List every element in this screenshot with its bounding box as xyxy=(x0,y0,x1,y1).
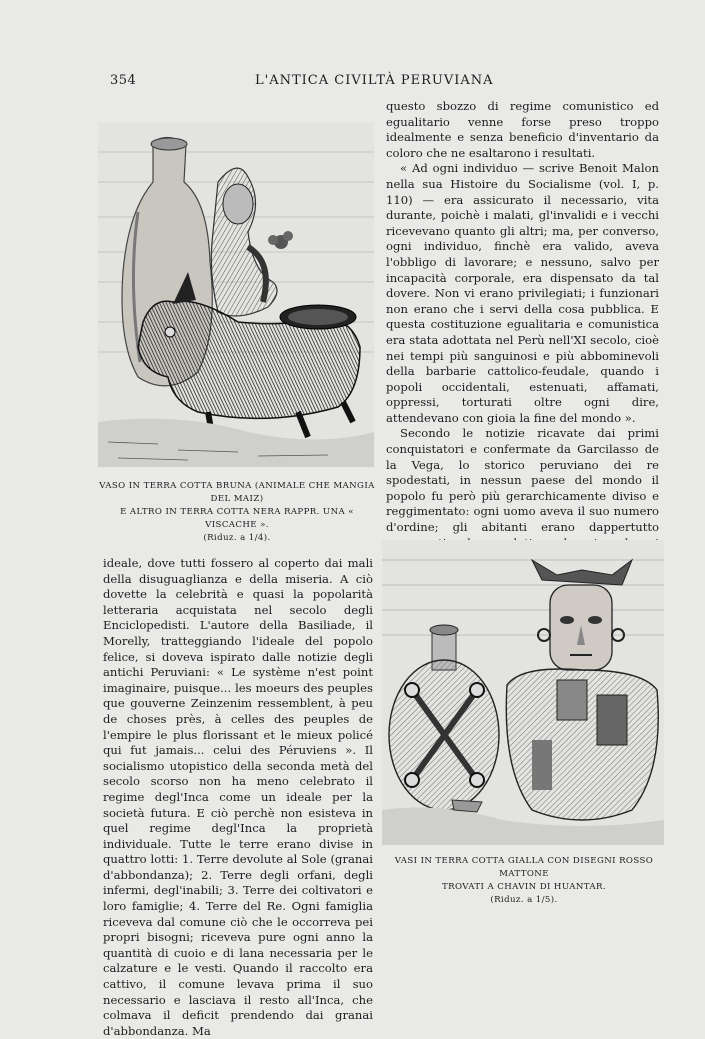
left-column-text xyxy=(103,556,373,1039)
figure-vessels-viscacha xyxy=(98,122,374,467)
figure-top-caption xyxy=(98,480,376,545)
paragraph: questo sbozzo di regime comunistico ed egualitario venne forse preso troppo idealmente e senza beneficio d'inventario da coloro che ne esaltarono i resultati. xyxy=(386,99,659,160)
caption-line: VASI IN TERRA COTTA GIALLA CON DISEGNI ROSSO MATTONE xyxy=(394,856,654,879)
figure-bottom-caption xyxy=(385,855,663,907)
caption-line: VASO IN TERRA COTTA BRUNA (ANIMALE CHE MANGIA DEL MAIZ) xyxy=(99,481,375,504)
paragraph: « Ad ogni individuo — scrive Benoit Malon nella sua Histoire du Socialisme (vol. I, p. 110) — era assicurato il necessario, vita durante, poichè i malati, gl'invalidi e i vecchi ricevevano quanto gli altri; ma, per converso, ogni individuo, finchè era valido, aveva l'obbligo di lavorare; e nessuno, salvo per incapacità corporale, era dispensato da tal dovere. Non vi erano privilegiati; i funzionari non erano che i servi della cosa pubblica. E questa costituzione egualitaria e comunistica era stata adottata nel Perù nell'XI secolo, cioè nei tempi più sanguinosi e più abbominevoli della barbarie cattolico-feudale, quando i popoli occidentali, estenuati, affamati, oppressi, torturati oltre ogni dire, attendevano con gioia la fine del mondo ». xyxy=(386,161,659,425)
running-title: L'ANTICA CIVILTÀ PERUVIANA xyxy=(255,73,494,88)
figure-chavin-vessels xyxy=(382,540,664,845)
caption-reduction: (Riduz. a 1/4). xyxy=(203,533,271,543)
paragraph: ideale, dove tutti fossero al coperto dai mali della disuguaglianza e della miseria. A ciò dovette la celebrità e quasi la popolarità letteraria acquistata nel secolo degli Enciclopedisti. L'autore della Basiliade, il Morelly, tratteggiando l'ideale del popolo felice, si doveva ispirato dalle notizie degli antichi Peruviani: « Le système n'est point imaginaire, puisque... les moeurs des peuples que gouverne Zeinzenim ressemblent, à peu de choses près, à celles des peuples de l'empire le plus florissant et le mieux policé qui fut jamais... celui des Péruviens ». Il socialismo utopistico della seconda metà del secolo scorso non ha meno celebrato il regime degl'Inca come un ideale per la società futura. E ciò perchè non esisteva in quel regime degl'Inca la proprietà individuale. Tutte le terre erano divise in quattro lotti: 1. Terre devolute al Sole (granai d'abbondanza); 2. Terre degli orfani, degli infermi, degl'inabili; 3. Terre dei coltivatori e loro famiglie; 4. Terre del Re. Ogni famiglia riceveva dal comune ciò che le occorreva pei propri bisogni; riceveva pure ogni anno la quantità di cuoio e di lana necessaria per le calzature e le vesti. Quando il raccolto era cattivo, il comune levava prima il suo necessario e lasciava il resto all'Inca, che colmava il deficit prendendo dai granai d'abbondanza. Ma xyxy=(103,556,373,1038)
paragraph: Secondo le notizie ricavate dai primi conquistatori e confermate da Garcilasso de la Vega, lo storico peruviano dei re spodestati, in nessun paese del mondo il popolo fu però più gerarchicamente diviso e reggimentato: ogni uomo aveva il suo numero d'ordine; gli abitanti erano dappertutto xyxy=(386,426,659,535)
page-number: 354 xyxy=(110,73,137,88)
caption-line: E ALTRO IN TERRA COTTA NERA RAPPR. UNA « VISCACHE ». xyxy=(120,507,354,530)
caption-line: TROVATI A CHAVIN DI HUANTAR. xyxy=(441,882,607,892)
caption-reduction: (Riduz. a 1/5). xyxy=(490,895,558,905)
